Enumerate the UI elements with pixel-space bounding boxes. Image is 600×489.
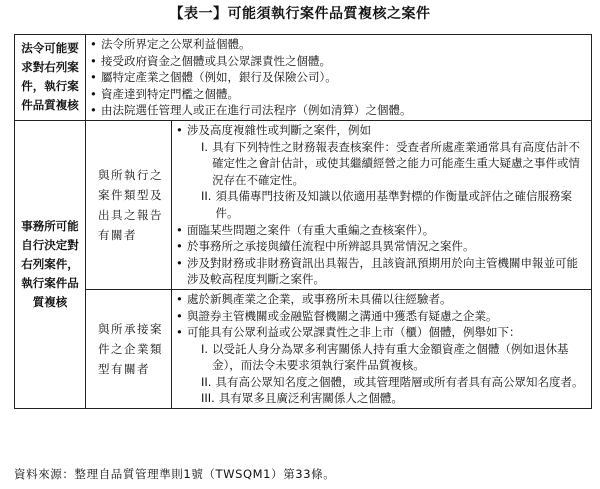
sub-item-list — [187, 341, 587, 407]
sub-item — [201, 139, 587, 189]
list-item: • 處於新興產業之企業，或事務所未具備以往經驗者。 — [176, 291, 587, 308]
sub-item — [201, 374, 587, 391]
item-list — [172, 121, 591, 289]
sub-item-number: III. — [201, 391, 215, 406]
sub-item-text: 具有眾多且廣泛利害關係人之個體。 — [218, 391, 403, 406]
sub-item — [201, 390, 587, 407]
subcategory-engagement-type: 與所執行之案件類型及出具之報告有關者 — [86, 120, 172, 289]
table-row — [15, 35, 592, 121]
sub-item-number: I. — [201, 341, 209, 356]
list-item — [176, 122, 587, 222]
sub-item — [201, 341, 587, 374]
row-header-legal-requirement: 法令可能要求對右列案件，執行案件品質複核 — [15, 35, 86, 121]
item-list — [86, 35, 591, 120]
table-title: 【表一】可能須執行案件品質複核之案件 — [169, 6, 431, 22]
list-item: • 與證券主管機關或金融監督機關之溝通中獲悉有疑慮之企業。 — [176, 308, 587, 325]
sub-item-text: 須具備專門技術及知識以依適用基準對標的作衡量或評估之確信服務案件。 — [215, 189, 572, 220]
item-list — [172, 290, 591, 408]
list-item-text: • 可能具有公眾利益或公眾課責性之非上市（櫃）個體，例舉如下： — [187, 325, 521, 340]
list-item: • 涉及對財務或非財務資訊出具報告，且該資訊預期用於向主管機關申報並可能涉及較高程度判斷之案件。 — [176, 255, 587, 288]
row-content — [86, 35, 592, 121]
quality-review-table — [14, 34, 592, 409]
list-item: • 屬特定產業之個體（例如，銀行及保險公司）。 — [90, 69, 587, 86]
list-item: • 面臨某些問題之案件（有重大重編之查核案件）。 — [176, 222, 587, 239]
list-item: • 由法院選任管理人或正在進行司法程序（例如清算）之個體。 — [90, 102, 587, 119]
row-header-firm-decision: 事務所可能自行決定對右列案件，執行案件品質複核 — [15, 120, 86, 408]
sub-item-text: 以受託人身分為眾多利害關係人持有重大金額資產之個體（例如退休基金），而法令未要求須執行案件品質複核。 — [212, 341, 569, 373]
row-content — [172, 120, 592, 289]
sub-item — [201, 188, 587, 221]
list-item-text: • 涉及高度複雜性或判斷之案件，例如 — [187, 122, 371, 137]
row-content — [172, 289, 592, 408]
source-note: 資料來源：整理自品質管理準則1號（TWSQM1）第33條。 — [14, 467, 336, 481]
list-item: • 接受政府資金之個體或具公眾課責性之個體。 — [90, 53, 587, 70]
list-item: • 於事務所之承接與續任流程中所辨認具異常情況之案件。 — [176, 238, 587, 255]
sub-item-text: 具有高公眾知名度之個體，或其管理階層或所有者具有高公眾知名度者。 — [215, 374, 584, 389]
table-row — [15, 289, 592, 408]
sub-item-number: I. — [201, 139, 209, 154]
sub-item-list — [187, 139, 587, 222]
table-row — [15, 120, 592, 289]
sub-item-number: II. — [201, 189, 212, 204]
list-item: • 法令所界定之公眾利益個體。 — [90, 36, 587, 53]
sub-item-number: II. — [201, 374, 212, 389]
subcategory-entity-type: 與所承接案件之企業類型有關者 — [86, 289, 172, 408]
list-item — [176, 324, 587, 407]
sub-item-text: 具有下列特性之財務報表查核案件：受查者所處產業通常具有高度估計不確定性之會計估計，或使其繼續經營之能力可能產生重大疑慮之事件或情況存在不確定性。 — [212, 139, 581, 187]
list-item: • 資產達到特定門檻之個體。 — [90, 86, 587, 103]
